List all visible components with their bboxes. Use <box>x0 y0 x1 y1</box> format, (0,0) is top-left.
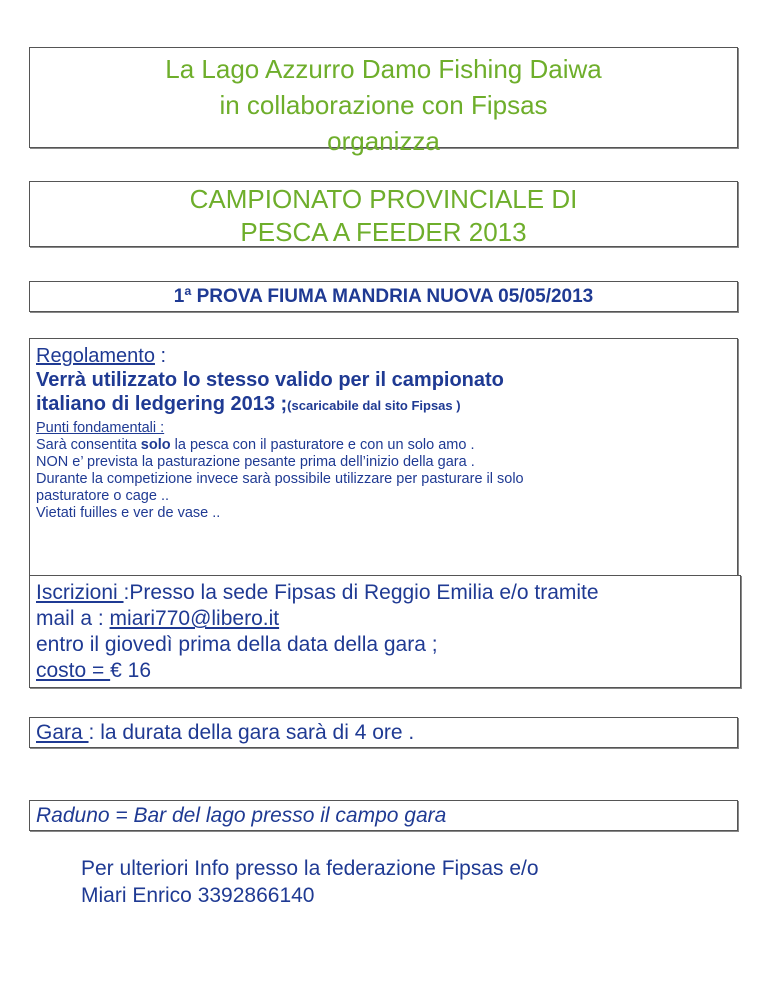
iscrizioni-line-3: entro il giovedì prima della data della gara ; <box>36 633 438 656</box>
regolamento-line-2-wrap <box>36 392 731 418</box>
organizer-line-1: La Lago Azzurro Damo Fishing Daiwa <box>165 54 602 84</box>
costo-value: € 16 <box>110 659 152 682</box>
punto-1-post: la pesca con il pasturatore e con un solo amo . <box>170 437 475 453</box>
regolamento-label: Regolamento <box>36 345 155 367</box>
footer-info <box>81 855 539 909</box>
punto-2: NON e’ prevista la pasturazione pesante prima dell’inizio della gara . <box>36 454 475 470</box>
gara-text: : la durata della gara sarà di 4 ore . <box>88 721 415 744</box>
regolamento-line-1: Verrà utilizzato lo stesso valido per il campionato <box>36 369 504 391</box>
organizer-line-2: in collaborazione con Fipsas <box>219 90 548 120</box>
prova-text: 1ª PROVA FIUMA MANDRIA NUOVA 05/05/2013 <box>173 286 594 307</box>
regolamento-colon: : <box>154 345 167 367</box>
organizer-line-3: organizza <box>327 126 440 156</box>
iscrizioni-line-1 <box>36 580 734 606</box>
regolamento-note: (scaricabile dal sito Fipsas ) <box>287 398 461 413</box>
organizer-box <box>29 47 738 156</box>
prova-box <box>29 281 738 312</box>
email-link[interactable]: miari770@libero.it <box>109 607 280 630</box>
punto-3a: Durante la competizione invece sarà possibile utilizzare per pasturare il solo <box>36 471 524 487</box>
punti-label: Punti fondamentali : <box>36 420 165 436</box>
punto-1-pre: Sarà consentita <box>36 437 141 453</box>
iscrizioni-label: Iscrizioni <box>36 581 124 604</box>
gara-box <box>29 717 738 748</box>
title-box <box>29 181 738 247</box>
punto-3b: pasturatore o cage .. <box>36 488 169 504</box>
iscrizioni-text: :Presso la sede Fipsas di Reggio Emilia e/o tramite <box>123 581 599 604</box>
iscrizioni-line-2 <box>36 606 734 632</box>
footer-line-1: Per ulteriori Info presso la federazione Fipsas e/o <box>81 857 539 880</box>
title-line-2: PESCA A FEEDER 2013 <box>240 217 527 247</box>
punto-1 <box>36 437 731 454</box>
punto-1-bold: solo <box>140 437 171 453</box>
title-line-1: CAMPIONATO PROVINCIALE DI <box>189 184 578 214</box>
regolamento-heading <box>36 344 731 368</box>
costo-label: costo = <box>36 659 111 682</box>
raduno-box <box>29 800 738 831</box>
punto-4: Vietati fuilles e ver de vase .. <box>36 505 221 521</box>
iscrizioni-box <box>29 575 741 688</box>
mail-prefix: mail a : <box>36 607 110 630</box>
raduno-text: Raduno = Bar del lago presso il campo gara <box>36 804 447 827</box>
costo-line <box>36 658 734 684</box>
footer-line-2: Miari Enrico 3392866140 <box>81 884 315 907</box>
regolamento-line-2: italiano di ledgering 2013 ; <box>36 393 288 415</box>
regolamento-box <box>29 338 738 576</box>
gara-label: Gara <box>36 721 89 744</box>
gara-line <box>36 720 731 746</box>
